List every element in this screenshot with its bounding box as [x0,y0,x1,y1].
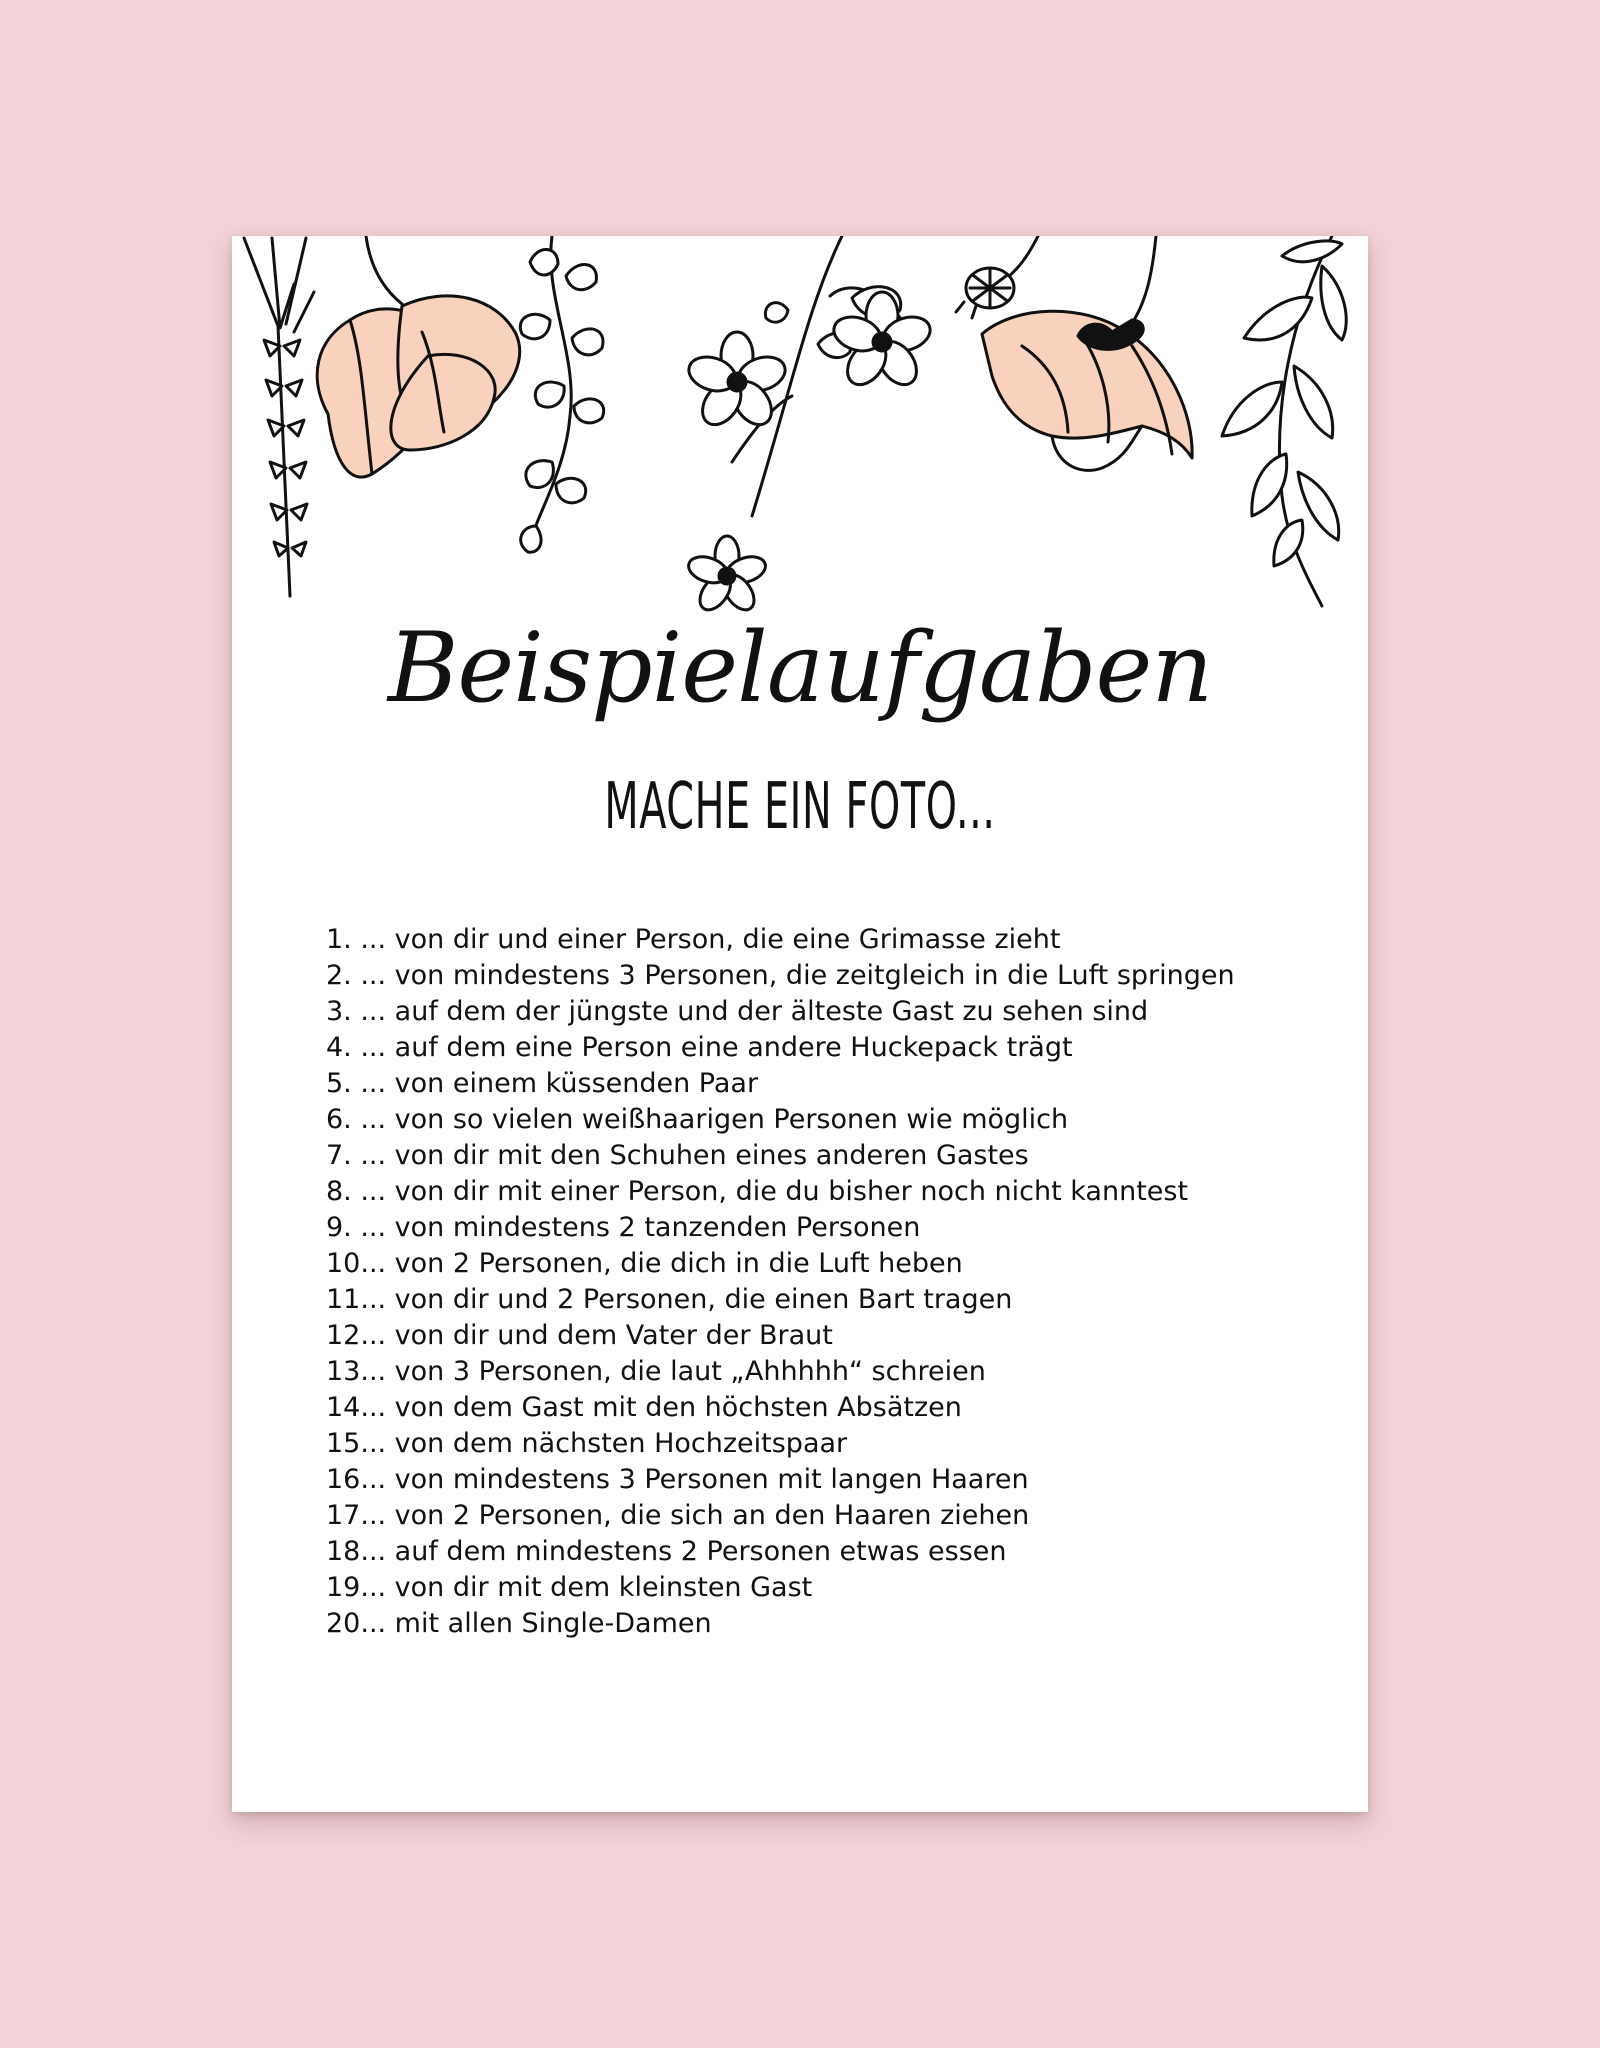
list-item: 15... von dem nächsten Hochzeitspaar [326,1428,848,1459]
list-item: 12... von dir und dem Vater der Braut [326,1320,833,1351]
floral-border [232,236,1368,616]
poppy-flower-icon [317,236,520,477]
page-subtitle: MACHE EIN FOTO... [604,770,996,844]
list-item: 3. ... auf dem der jüngste und der älteste Gast zu sehen sind [326,996,1149,1027]
daisy-flower-icon [685,236,935,615]
list-item: 1. ... von dir und einer Person, die eine Grimasse zieht [326,924,1061,955]
leafy-vine-icon [520,236,603,552]
list-item: 6. ... von so vielen weißhaarigen Personen wie möglich [326,1104,1069,1135]
list-item: 19... von dir mit dem kleinsten Gast [326,1572,813,1603]
list-item: 10... von 2 Personen, die dich in die Luft heben [326,1248,963,1279]
task-card [232,236,1368,1812]
lavender-sprig-icon [244,238,314,596]
fern-leaves-icon [1222,236,1346,606]
list-item: 14... von dem Gast mit den höchsten Absätzen [326,1392,962,1423]
list-item: 8. ... von dir mit einer Person, die du bisher noch nicht kanntest [326,1176,1189,1207]
list-item: 7. ... von dir mit den Schuhen eines anderen Gastes [326,1140,1029,1171]
list-item: 2. ... von mindestens 3 Personen, die zeitgleich in die Luft springen [326,960,1235,991]
list-item: 13... von 3 Personen, die laut „Ahhhhh“ schreien [326,1356,986,1387]
list-item: 11... von dir und 2 Personen, die einen Bart tragen [326,1284,1013,1315]
list-item: 4. ... auf dem eine Person eine andere Huckepack trägt [326,1032,1073,1063]
list-item: 16... von mindestens 3 Personen mit langen Haaren [326,1464,1029,1495]
list-item: 18... auf dem mindestens 2 Personen etwas essen [326,1536,1007,1567]
list-item: 5. ... von einem küssenden Paar [326,1068,759,1099]
task-list [326,922,1235,1642]
page-title: Beispielaufgaben [387,612,1213,724]
list-item: 20... mit allen Single-Damen [326,1608,712,1639]
poppy-bud-icon [956,236,1038,318]
list-item: 9. ... von mindestens 2 tanzenden Personen [326,1212,921,1243]
list-item: 17... von 2 Personen, die sich an den Haaren ziehen [326,1500,1030,1531]
